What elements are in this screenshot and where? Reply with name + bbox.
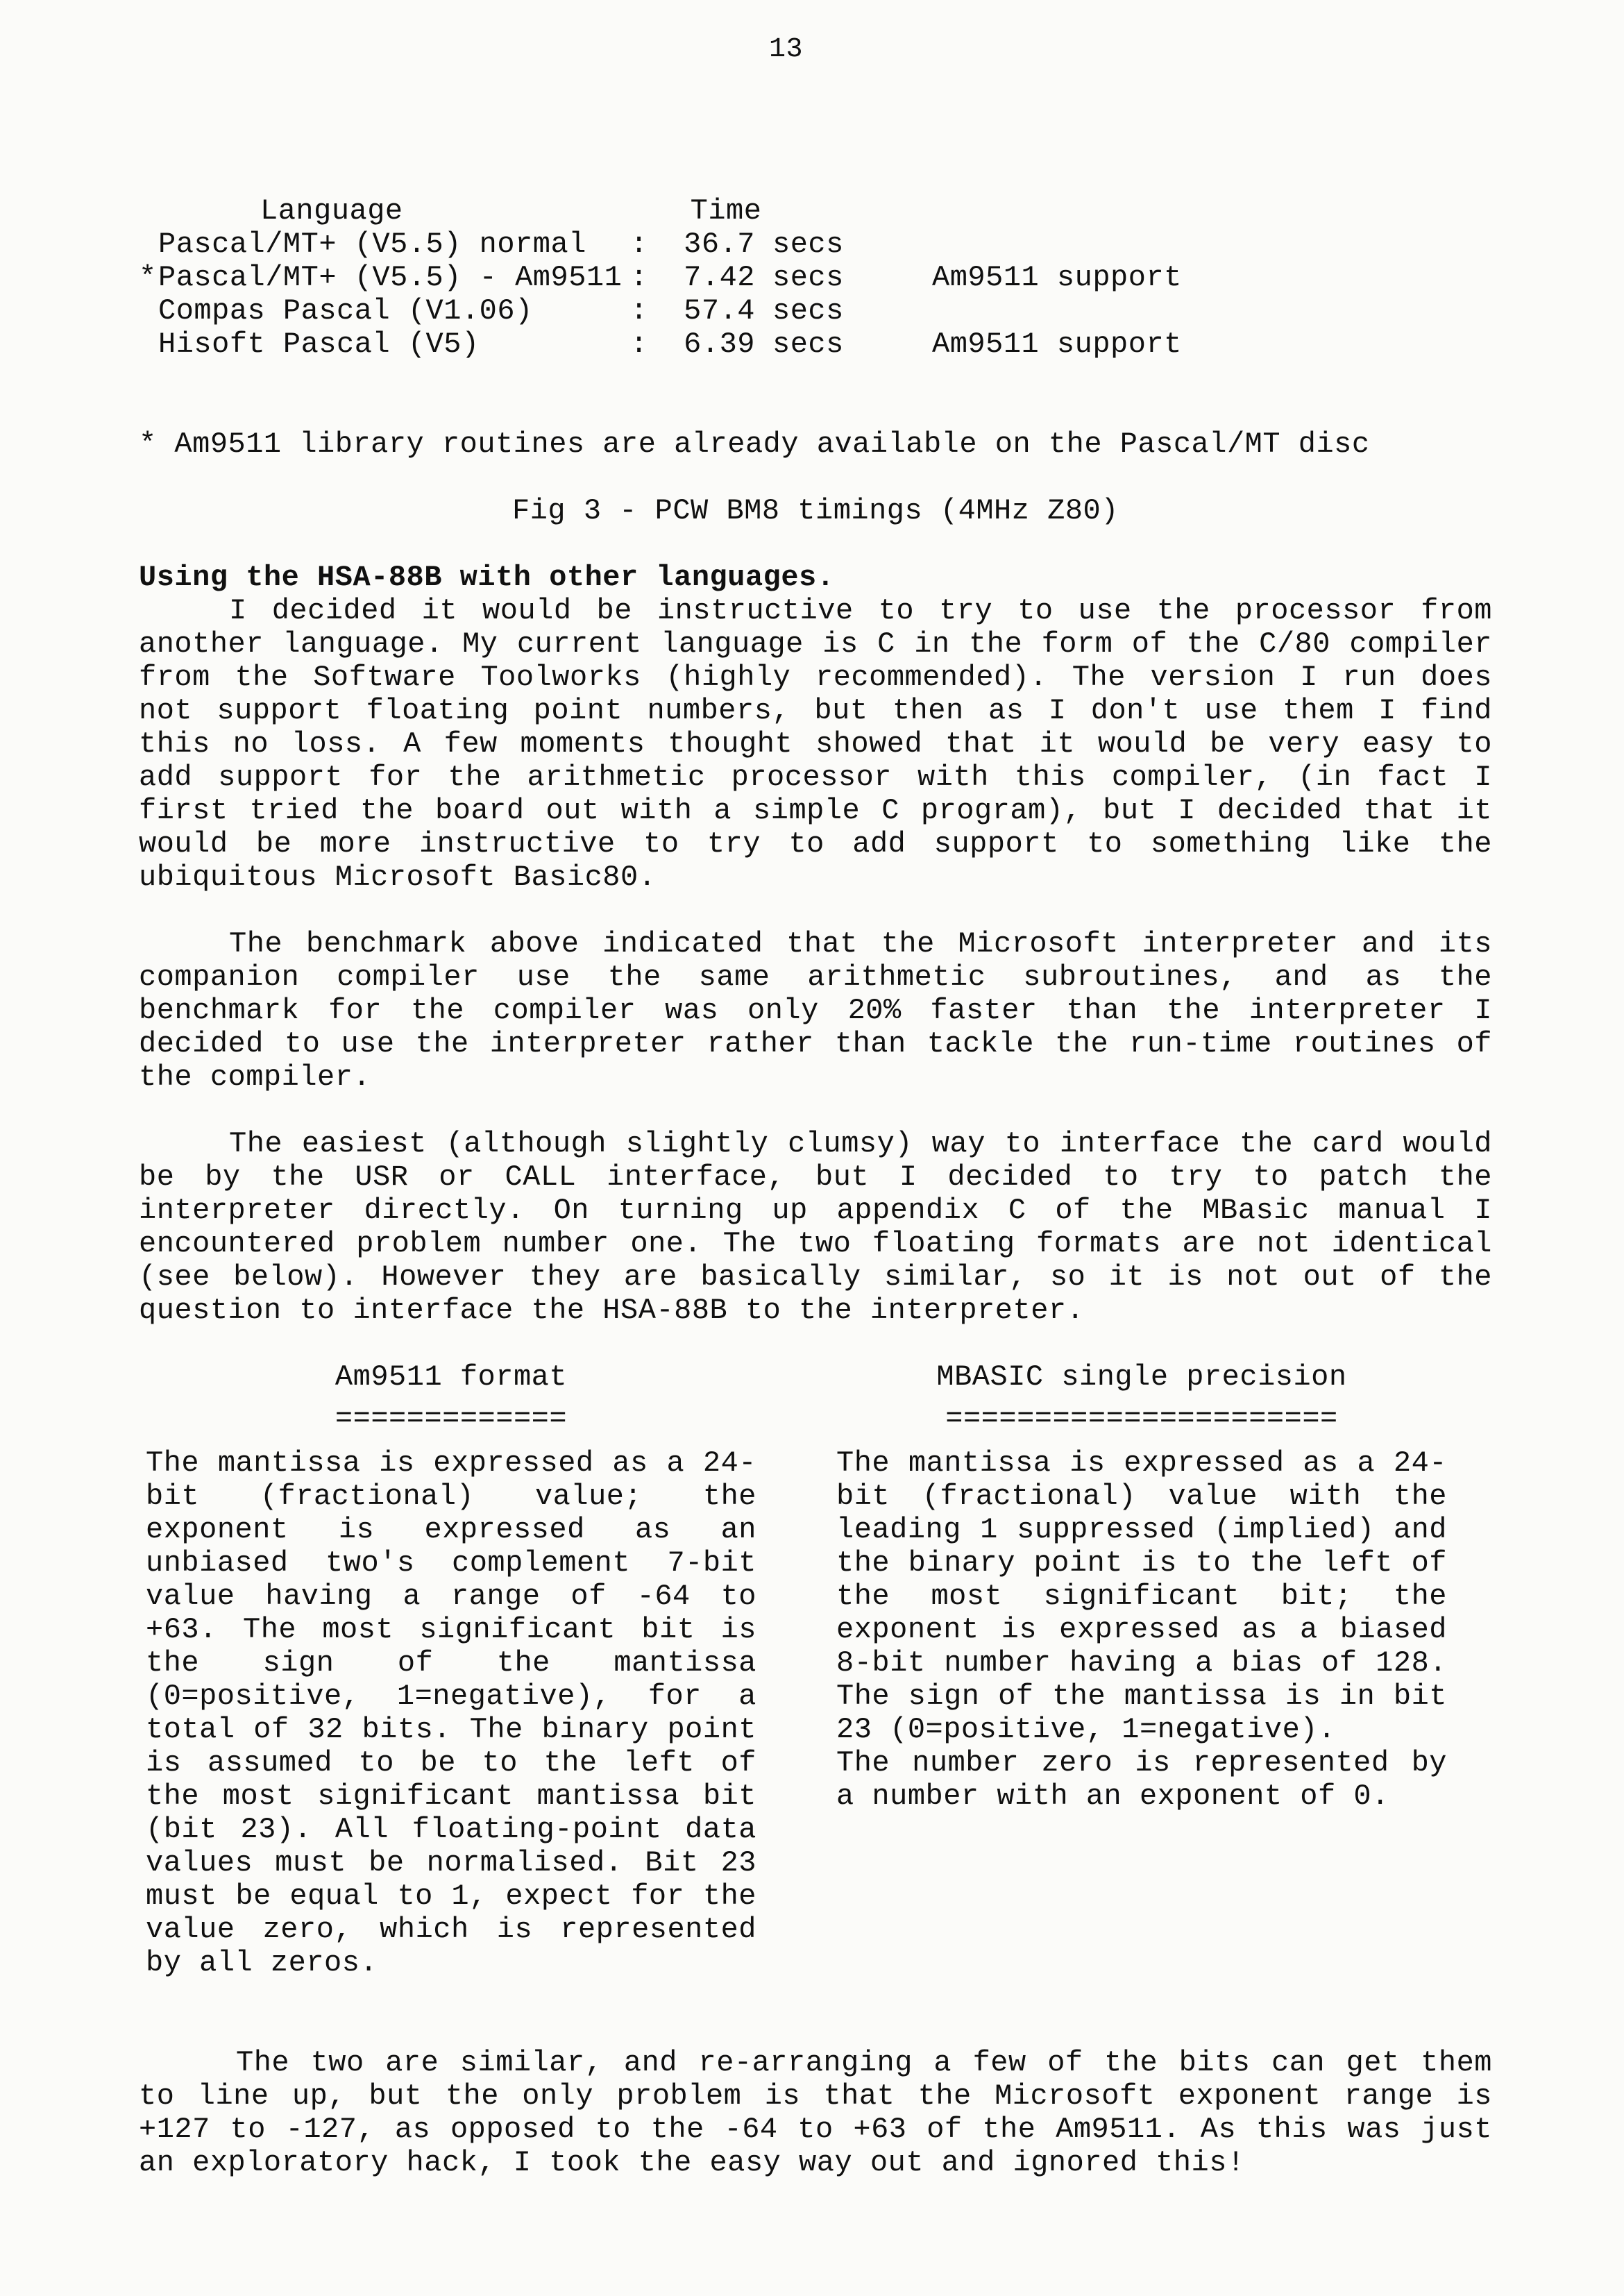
page-number: 13 <box>769 34 804 65</box>
support-note: Am9511 support <box>932 328 1182 361</box>
row-prefix <box>139 328 158 361</box>
section-heading: Using the HSA-88B with other languages. <box>139 561 835 594</box>
body-paragraph: The easiest (although slightly clumsy) way to interface the card would be by the USR or CALL interface, but I decided to try to patch the interpreter directly. On turning up appendix C of the MBasic manual I encountered problem number one. The two floating formats are not identical (see below). However they are basically similar, so it is not out of the question to interface the HSA-88B to the interpreter. <box>139 1127 1492 1327</box>
table-footnote: * Am9511 library routines are already available on the Pascal/MT disc <box>139 428 1370 461</box>
closing-paragraph: The two are similar, and re-arranging a few of the bits can get them to line up, but the only problem is that the Microsoft exponent range is +127 to -127, as opposed to the -64 to +63 of the Am9511. As this was just an exploratory hack, I took the easy way out and ignored this! <box>139 2046 1492 2179</box>
language-name: Pascal/MT+ (V5.5) - Am9511 <box>158 261 623 294</box>
separator-colon: : <box>630 294 648 328</box>
format-description: The mantissa is expressed as a 24-bit (fractional) value with the leading 1 suppressed (implied) and the binary point is to the left of the most significant bit; the exponent is expressed as a biased 8-bit number having a bias of 128. The sign of the mantissa is in bit 23 (0=positive, 1=negative). <box>836 1446 1447 1746</box>
timing-table <box>139 194 1492 361</box>
format-title-mbasic: MBASIC single precision <box>936 1360 1347 1394</box>
figure-caption: Fig 3 - PCW BM8 timings (4MHz Z80) <box>512 494 1119 527</box>
row-prefix <box>139 294 158 328</box>
format-column-mbasic <box>836 1360 1447 1980</box>
timing-table-header <box>139 194 1492 228</box>
format-title-underline: ====================== <box>945 1402 1338 1435</box>
time-value: 57.4 <box>684 294 755 328</box>
format-description: The mantissa is expressed as a 24-bit (fractional) value; the exponent is expressed as an unbiased two's complement 7-bit value having a range of -64 to +63. The most significant bit is the sign of the mantissa (0=positive, 1=negative), for a total of 32 bits. The binary point is assumed to be to the left of the most significant mantissa bit (bit 23). All floating-point data values must be normalised. Bit 23 must be equal to 1, expect for the value zero, which is represented by all zeros. <box>146 1446 756 1980</box>
support-note: Am9511 support <box>932 261 1182 294</box>
format-comparison <box>139 1360 1492 1980</box>
column-header-language: Language <box>260 194 403 228</box>
language-name: Hisoft Pascal (V5) <box>158 328 480 361</box>
row-prefix: * <box>139 261 157 294</box>
format-description: The number zero is represented by a number with an exponent of 0. <box>836 1746 1447 1813</box>
table-row <box>139 328 1492 361</box>
time-unit: secs <box>772 261 844 294</box>
format-title-am9511: Am9511 format <box>335 1360 568 1394</box>
body-paragraph: The benchmark above indicated that the Microsoft interpreter and its companion compiler use the same arithmetic subroutines, and as the benchmark for the compiler was only 20% faster than the interpreter I decided to use the interpreter rather than tackle the run-time routines of the compiler. <box>139 927 1492 1094</box>
time-unit: secs <box>772 228 844 261</box>
table-row <box>139 261 1492 294</box>
body-paragraph: I decided it would be instructive to try to use the processor from another language. My current language is C in the form of the C/80 compiler from the Software Toolworks (highly recommended). The version I run does not support floating point numbers, but then as I don't use them I find this no loss. A few moments thought showed that it would be very easy to add support for the arithmetic processor with this compiler, (in fact I first tried the board out with a simple C program), but I decided that it would be more instructive to try to add support to something like the ubiquitous Microsoft Basic80. <box>139 594 1492 894</box>
time-unit: secs <box>772 328 844 361</box>
page-content <box>139 0 1492 2179</box>
time-value: 7.42 <box>684 261 755 294</box>
language-name: Pascal/MT+ (V5.5) normal <box>158 228 586 261</box>
separator-colon: : <box>630 228 648 261</box>
table-row <box>139 228 1492 261</box>
row-prefix <box>139 228 158 261</box>
format-column-am9511 <box>146 1360 756 1980</box>
column-header-time: Time <box>690 194 762 228</box>
time-unit: secs <box>772 294 844 328</box>
format-title-underline: ============= <box>335 1402 568 1435</box>
language-name: Compas Pascal (V1.06) <box>158 294 533 328</box>
time-value: 6.39 <box>684 328 755 361</box>
separator-colon: : <box>630 328 648 361</box>
separator-colon: : <box>630 261 648 294</box>
table-row <box>139 294 1492 328</box>
time-value: 36.7 <box>684 228 755 261</box>
